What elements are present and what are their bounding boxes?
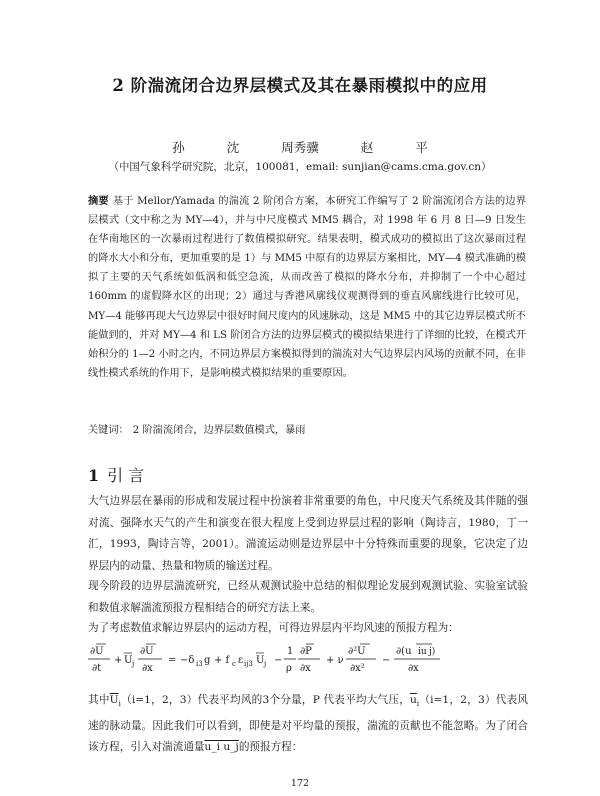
author-list: 孙 沈 周秀骥 赵 平	[172, 140, 428, 155]
eq-one: 1	[287, 646, 294, 657]
eq-term-dUdt-num: ∂U	[90, 646, 104, 657]
eq-term-dt-den: ∂t	[92, 663, 102, 674]
eq-coriolis-sub: c	[232, 660, 236, 668]
author-affiliation: （中国气象科学研究院，北京，100081，email: sunjian@cams.cma.gov.cn）	[108, 161, 492, 173]
eq-flux-den: ∂x	[408, 663, 419, 674]
section-title: 引 言	[107, 466, 145, 485]
eq-rho: ρ	[286, 663, 292, 674]
eq-flux-num: ∂(u	[396, 646, 412, 657]
abstract	[88, 192, 526, 383]
eq-d2U: ∂²U	[348, 646, 366, 657]
eq-gravity-term: −δ	[180, 655, 195, 666]
abstract-label: 摘要	[88, 195, 109, 207]
p4-pre: 其中	[88, 694, 110, 706]
eq-coriolis-eps: ε	[238, 655, 244, 666]
keywords-text: 2 阶湍流闭合，边界层数值模式，暴雨	[132, 425, 306, 436]
section-heading	[88, 463, 144, 486]
svg-text:j: j	[264, 660, 267, 668]
eq-term-dUdx-num: ∂U	[140, 646, 154, 657]
eq-plus-1: +	[114, 655, 123, 666]
eq-viscosity: + ν	[326, 655, 344, 666]
eq-dx2: ∂x²	[350, 663, 365, 674]
eq-dx-i: ∂x	[300, 663, 311, 674]
p4-flux: u_i u_j	[204, 741, 239, 754]
eq-minus-1: −	[274, 655, 283, 666]
eq-minus-2: −	[382, 655, 391, 666]
svg-text:iu: iu	[418, 647, 427, 657]
svg-text:j: j	[132, 660, 135, 668]
paragraph-1: 大气边界层在暴雨的形成和发展过程中扮演着非常重要的角色，中尺度天气系统及其伴随的强对流、强降水天气的产生和演变在很大程度上受到边界层过程的影响（陶诗言，1980，丁一汇，1993，陶诗言等，2001）。湍流运动则是边界层中十分特殊而重要的现象，它决定了边界层内的动量、热量和物质的输送过程。	[88, 495, 528, 572]
paragraph-4: 其中$\overline{U}_i(i=1$，2，3）代表平均风的3个分量，P 代表平均大气压，$\overline{u}_i(i=1$，2，3）代表风速的脉动量。因此我们可以看到，即使是对平均量的预报，湍流的贡献也不能忽略。为了闭合该方程，引入对湍流通量u_i u_j的预报方程：	[88, 694, 529, 754]
eq-gravity-g: g	[204, 655, 211, 666]
paper-title: 2 阶湍流闭合边界层模式及其在暴雨模拟中的应用	[112, 76, 488, 95]
keywords-label: 关键词：	[88, 425, 129, 436]
abstract-text: 基于 Mellor/Yamada 的湍流 2 阶闭合方案，本研究工作编写了 2 阶湍流闭合方法的边界层模式（文中称之为 MY—4），并与中尺度模式 MM5 耦合，对 1998 年 6 月 8 日—9 日发生在华南地区的一次暴雨过程进行了数值模拟研究。结果表明，模式成功的模拟出了这次暴雨过程的降水大小和分布，更加重要的是 1）与 MM5 中原有的边界层方案相比，MY—4 模式准确的模拟了主要的天气系统如低涡和低空急流，从而改善了模拟的降水分布，并抑制了一个中心超过 160mm 的虚假降水区的出现；2）通过与香港风廓线仪观测得到的垂直风廓线进行比较可见，MY—4 能够再现大气边界层中很好时间尺度内的风速脉动，这是 MM5 中的其它边界层模式所不能做到的，并对 MY—4 和 LS 阶闭合方法的边界层模式的模拟结果进行了详细的比较，在模式开始积分的 1—2 小时之内，不同边界层方案模拟得到的湍流对大气边界层内风场的贡献不同，在非线性模式系统的作用下，是影响模式模拟结果的重要原因。	[88, 196, 527, 379]
eq-coriolis-term: + f	[214, 655, 230, 666]
page-number: 172	[290, 778, 310, 789]
eq-term-dx-den: ∂x	[142, 663, 153, 674]
keywords	[88, 421, 526, 436]
paragraph-3: 为了考虑数值求解边界层内的运动方程，可得边界层内平均风速的预报方程为：	[88, 622, 459, 634]
momentum-equation	[86, 641, 526, 681]
eq-coriolis-U: U	[256, 655, 265, 666]
eq-Uj: U	[124, 655, 133, 666]
section-number: 1	[88, 466, 100, 485]
p4-mid2: （i=1，2，3）代表风速的脉动量。因此我们可以看到，即使是对平均量的预报，湍流的贡献也不能忽略。为了闭合该方程，引入对湍流通量	[88, 694, 529, 754]
p4-mid: （i=1，2，3）代表平均风的3个分量，P 代表平均大气压，	[120, 694, 411, 706]
eq-dP: ∂P	[300, 646, 312, 657]
eq-equals: =	[168, 655, 177, 666]
eq-coriolis-sub2: ij3	[244, 660, 253, 668]
p4-end: 的预报方程：	[238, 741, 303, 754]
p4-mean-velocity: $\overline{U}$	[109, 694, 119, 706]
svg-text:j): j)	[429, 647, 436, 657]
p4-fluctuation: $\overline{u}$	[410, 694, 417, 706]
paragraph-2: 现今阶段的边界层湍流研究，已经从观测试验中总结的相似理论发展到观测试验、实验室试验和数值求解湍流预报方程相结合的研究方法上来。	[88, 580, 528, 614]
eq-gravity-sub: i3	[196, 660, 203, 668]
